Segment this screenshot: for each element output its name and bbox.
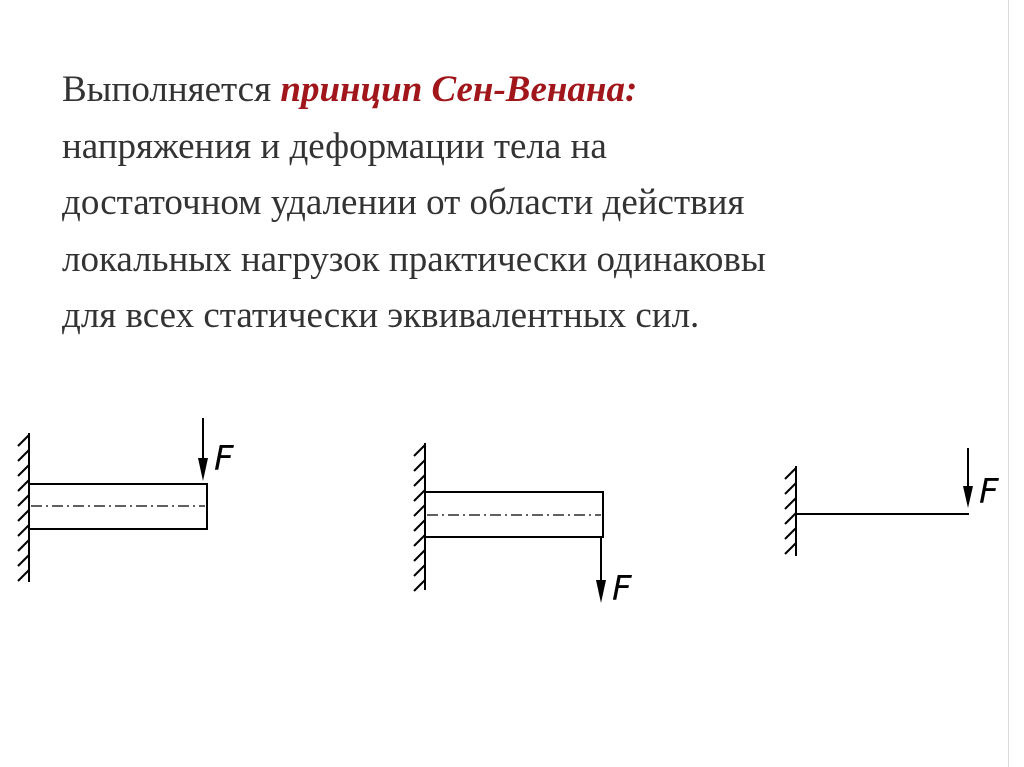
force-2-arrowhead (596, 580, 606, 603)
force-label-2: F (612, 569, 632, 609)
definition-text (62, 62, 962, 345)
diagram-line-beam (785, 448, 999, 556)
text-line-1-prefix: Выполняется (62, 69, 281, 110)
force-1-arrowhead (198, 458, 208, 481)
wall-3-hatching (785, 468, 796, 554)
text-line-4: локальных нагрузок практически одинаковы (62, 238, 766, 280)
diagram-beam-force-bottom (414, 443, 632, 609)
principle-name: принцип Сен-Венана: (280, 69, 638, 110)
diagram-beam-force-top (18, 418, 234, 582)
text-line-2: напряжения и деформации тела на (62, 125, 607, 167)
wall-1-hatching (18, 435, 29, 581)
slide-border (1008, 0, 1009, 767)
force-label-1: F (214, 439, 234, 479)
text-line-1 (62, 62, 962, 119)
force-3-arrowhead (963, 486, 973, 508)
force-label-3: F (979, 472, 999, 512)
wall-2-hatching (414, 445, 425, 591)
text-line-3: достаточном удалении от области действия (62, 182, 745, 223)
beam-diagrams (0, 390, 1024, 630)
text-line-5: для всех статически эквивалентных сил. (62, 295, 700, 336)
